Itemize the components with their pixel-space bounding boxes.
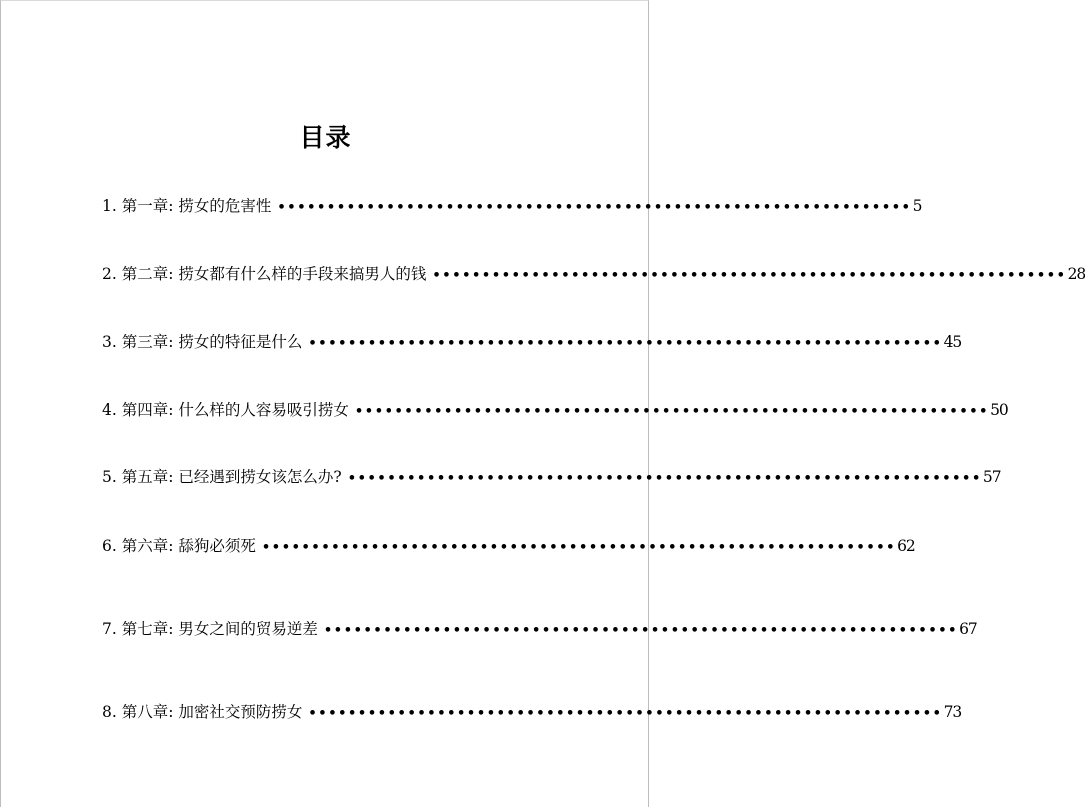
toc-entry-label: 3. 第三章: 捞女的特征是什么 <box>102 333 303 351</box>
toc-entry-page: 5 <box>912 197 922 215</box>
toc-entry-5[interactable] <box>102 465 1001 487</box>
dot-leader: •••••••••••••••••••••••••••••••••••••••••••••••••••••••••••••••• <box>277 200 912 215</box>
dot-leader: •••••••••••••••••••••••••••••••••••••••••••••••••••••••••••••••• <box>354 404 990 419</box>
toc-entry-label: 1. 第一章: 捞女的危害性 <box>102 197 272 215</box>
dot-leader: •••••••••••••••••••••••••••••••••••••••••••••••••••••••••••••••• <box>347 471 982 486</box>
toc-entry-8[interactable] <box>102 700 962 722</box>
toc-entry-page: 57 <box>982 468 1001 486</box>
dot-leader: •••••••••••••••••••••••••••••••••••••••••••••••••••••••••••••••• <box>308 336 943 351</box>
toc-entry-3[interactable] <box>102 330 962 352</box>
toc-entry-label: 7. 第七章: 男女之间的贸易逆差 <box>102 620 318 638</box>
toc-entry-page: 50 <box>990 401 1008 419</box>
toc-entry-page: 28 <box>1067 265 1085 283</box>
toc-entry-4[interactable] <box>102 398 1008 420</box>
toc-entry-page: 62 <box>897 537 915 555</box>
toc-entry-1[interactable] <box>102 194 922 216</box>
toc-title: 目录 <box>299 123 352 152</box>
dot-leader: •••••••••••••••••••••••••••••••••••••••••••••••••••••••••••••••• <box>432 268 1067 283</box>
toc-entry-2[interactable] <box>102 262 1085 284</box>
toc-entry-label: 5. 第五章: 已经遇到捞女该怎么办? <box>102 468 342 486</box>
toc-entry-7[interactable] <box>102 617 977 639</box>
toc-entry-label: 2. 第二章: 捞女都有什么样的手段来搞男人的钱 <box>102 265 427 283</box>
toc-entry-label: 4. 第四章: 什么样的人容易吸引捞女 <box>102 401 349 419</box>
toc-entry-label: 8. 第八章: 加密社交预防捞女 <box>102 703 303 721</box>
dot-leader: •••••••••••••••••••••••••••••••••••••••••••••••••••••••••••••••• <box>308 706 943 721</box>
toc-entry-label: 6. 第六章: 舔狗必须死 <box>102 537 256 555</box>
dot-leader: •••••••••••••••••••••••••••••••••••••••••••••••••••••••••••••••• <box>261 540 897 555</box>
toc-entry-page: 67 <box>959 620 977 638</box>
toc-entry-6[interactable] <box>102 534 915 556</box>
dot-leader: •••••••••••••••••••••••••••••••••••••••••••••••••••••••••••••••• <box>323 623 959 638</box>
toc-entry-page: 45 <box>943 333 962 351</box>
toc-entry-page: 73 <box>943 703 962 721</box>
